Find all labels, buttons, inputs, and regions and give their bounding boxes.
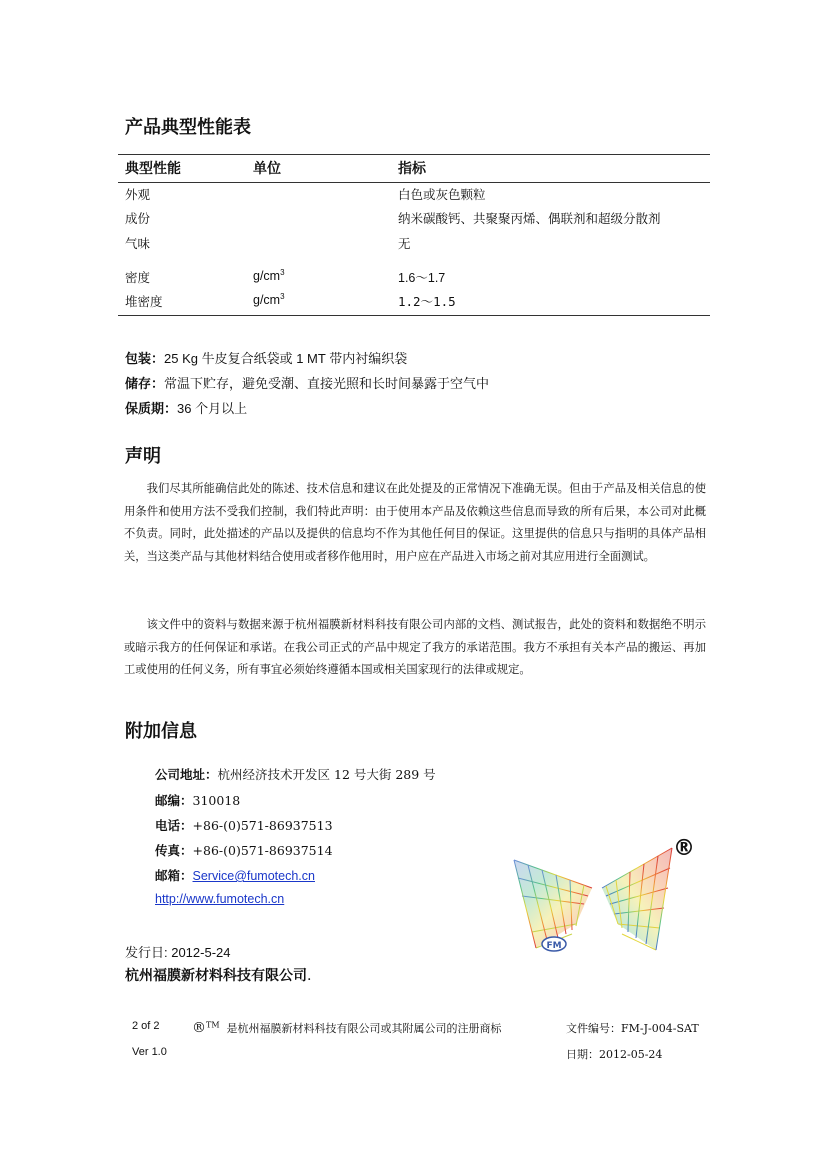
email: 邮箱：Service@fumotech.cn bbox=[155, 868, 315, 883]
storage-line: 储存：常温下贮存，避免受潮、直接光照和长时间暴露于空气中 bbox=[125, 377, 490, 392]
table-header-unit: 单位 bbox=[253, 161, 281, 177]
section-title-additional: 附加信息 bbox=[125, 721, 197, 742]
table-cell-value: 1.2～1.5 bbox=[398, 294, 456, 309]
table-cell-property: 密度 bbox=[125, 270, 151, 285]
section-title-statement: 声明 bbox=[125, 446, 161, 467]
footer-date: 日期：2012-05-24 bbox=[566, 1048, 663, 1061]
statement-paragraph-2: 该文件中的资料与数据来源于杭州福膜新材料科技有限公司内部的文档、测试报告，此处的资料和数据绝不明示或暗示我方的任何保证和承诺。在我公司正式的产品中规定了我方的承诺范围。我方不承担有关本产品的搬运、再加工或使用的任何义务，所有事宜必须始终遵循本国或相关国家现行的法律或规定。 bbox=[124, 618, 706, 676]
table-cell-value: 1.6～1.7 bbox=[398, 271, 446, 285]
company-address: 公司地址：杭州经济技术开发区 12 号大街 289 号 bbox=[155, 767, 436, 782]
statement-paragraph-1: 我们尽其所能确信此处的陈述、技术信息和建议在此处提及的正常情况下准确无误。但由于产品及相关信息的使用条件和使用方法不受我们控制，我们特此声明：由于使用本产品及依赖这些信息而导致的所有后果，本公司对此概不负责。同时，此处描述的产品以及提供的信息均不作为其他任何目的保证。这里提供的信息只与指明的具体产品相关，当这类产品与其他材料结合使用或者移作他用时，用户应在产品进入市场之前对其应用进行全面测试。 bbox=[124, 482, 706, 563]
packaging-line: 包装：25 Kg 牛皮复合纸袋或 1 MT 带内衬编织袋 bbox=[125, 351, 408, 367]
phone: 电话：+86-(0)571-86937513 bbox=[155, 818, 333, 833]
website-link[interactable]: http://www.fumotech.cn bbox=[155, 892, 285, 906]
table-top-rule bbox=[118, 154, 710, 155]
table-cell-value: 纳米碳酸钙、共聚聚丙烯、偶联剂和超级分散剂 bbox=[398, 211, 661, 226]
table-bottom-rule bbox=[118, 315, 710, 316]
registered-mark-icon: ® bbox=[673, 836, 695, 861]
registered-symbol-icon: ® bbox=[192, 1020, 206, 1036]
fax: 传真：+86-(0)571-86937514 bbox=[155, 843, 333, 858]
footer-page-number: 2 of 2 bbox=[132, 1020, 160, 1032]
company-name-line: 杭州福膜新材料科技有限公司. bbox=[125, 968, 312, 984]
table-cell-value: 无 bbox=[398, 236, 411, 251]
svg-text:FM: FM bbox=[546, 941, 562, 951]
table-header-rule bbox=[118, 182, 710, 183]
postcode: 邮编：310018 bbox=[155, 793, 241, 808]
table-cell-property: 堆密度 bbox=[125, 294, 163, 309]
footer-doc-number: 文件编号：FM-J-004-SAT bbox=[566, 1022, 699, 1035]
company-logo bbox=[506, 838, 696, 962]
email-link[interactable]: Service@fumotech.cn bbox=[192, 869, 315, 883]
table-header-property: 典型性能 bbox=[125, 161, 181, 177]
table-cell-property: 外观 bbox=[125, 187, 151, 202]
footer-trademark: ®™ 是杭州福膜新材料科技有限公司或其附属公司的注册商标 bbox=[192, 1020, 502, 1036]
fumo-m-logo-icon bbox=[506, 838, 696, 962]
table-cell-property: 成份 bbox=[125, 211, 151, 226]
table-cell-value: 白色或灰色颗粒 bbox=[398, 187, 486, 202]
table-cell-property: 气味 bbox=[125, 236, 151, 251]
website bbox=[155, 891, 284, 906]
table-cell-unit: $g/cm^3$ bbox=[253, 292, 285, 308]
shelf-life-line: 保质期：36 个月以上 bbox=[125, 401, 248, 417]
footer-version: Ver 1.0 bbox=[132, 1046, 167, 1058]
section-title-properties: 产品典型性能表 bbox=[125, 117, 251, 138]
issue-date: 发行日: 2012-5-24 bbox=[125, 945, 231, 960]
table-cell-unit: $g/cm^3$ bbox=[253, 268, 285, 284]
table-header-value: 指标 bbox=[398, 161, 426, 177]
